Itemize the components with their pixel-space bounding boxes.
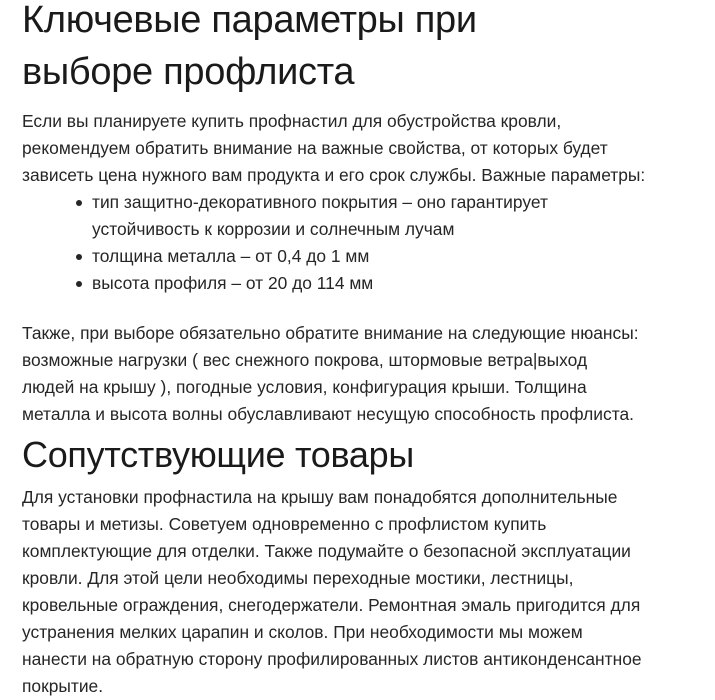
text-line: товары и метизы. Советуем одновременно с профлистом купить	[22, 514, 547, 534]
text-line: толщина металла – от 0,4 до 1 мм	[92, 246, 370, 266]
nuances-paragraph	[22, 320, 702, 428]
list-item	[92, 189, 702, 243]
text-line: устранения мелких царапин и сколов. При необходимости мы можем	[22, 622, 583, 642]
list-item	[92, 270, 702, 297]
text-line: тип защитно-декоративного покрытия – оно гарантирует	[92, 192, 548, 212]
title-line: выборе профлиста	[22, 51, 355, 93]
text-line: Также, при выборе обязательно обратите внимание на следующие нюансы:	[22, 323, 639, 343]
text-line: зависеть цена нужного вам продукта и его срок службы. Важные параметры:	[22, 165, 646, 185]
text-line: устойчивость к коррозии и солнечным лучам	[92, 219, 455, 239]
article-content	[22, 0, 702, 700]
text-line: Если вы планируете купить профнастил для обустройства кровли,	[22, 111, 562, 131]
text-line: нанести на обратную сторону профилированных листов антиконденсантное	[22, 649, 642, 669]
text-line: кровельные ограждения, снегодержатели. Ремонтная эмаль пригодится для	[22, 595, 641, 615]
text-line: рекомендуем обратить внимание на важные свойства, от которых будет	[22, 138, 608, 158]
text-line: покрытие.	[22, 676, 104, 696]
text-line: высота профиля – от 20 до 114 мм	[92, 273, 374, 293]
section-title-key-parameters	[22, 0, 702, 98]
text-line: комплектующие для отделки. Также подумайте о безопасной эксплуатации	[22, 541, 631, 561]
text-line: кровли. Для этой цели необходимы переходные мостики, лестницы,	[22, 568, 574, 588]
related-products-paragraph	[22, 484, 702, 700]
text-line: возможные нагрузки ( вес снежного покрова, штормовые ветра|выход	[22, 350, 588, 370]
list-item	[92, 243, 702, 270]
text-line: людей на крышу ), погодные условия, конфигурация крыши. Толщина	[22, 377, 587, 397]
text-line: металла и высота волны обуславливают несущую способность профлиста.	[22, 404, 634, 424]
intro-paragraph	[22, 108, 702, 189]
title-line: Ключевые параметры при	[22, 0, 477, 41]
text-line: Для установки профнастила на крышу вам понадобятся дополнительные	[22, 487, 618, 507]
section-title-related-products: Сопутствующие товары	[22, 434, 414, 475]
parameters-list	[22, 189, 702, 297]
